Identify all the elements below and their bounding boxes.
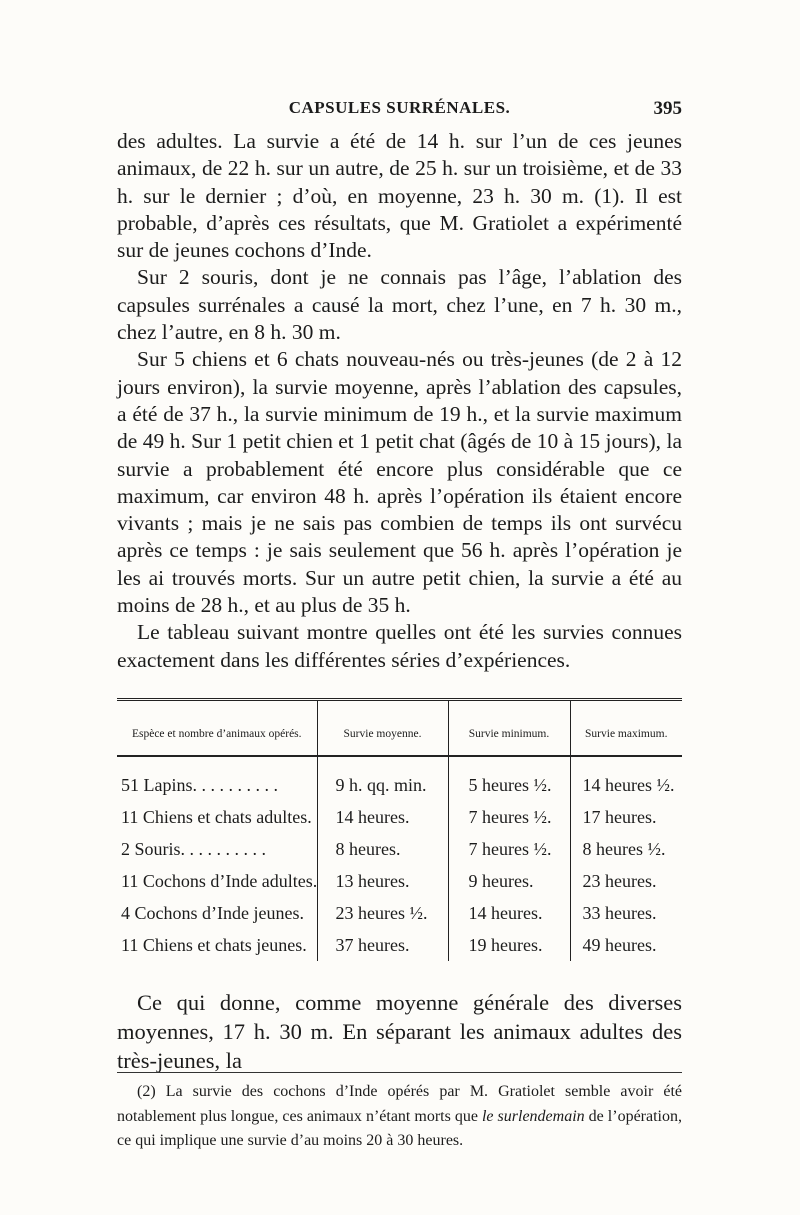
cell-min: 9 heures. xyxy=(448,865,570,897)
cell-mean: 14 heures. xyxy=(317,801,448,833)
table-row xyxy=(117,833,682,865)
cell-min: 7 heures ½. xyxy=(448,801,570,833)
paragraph: Sur 5 chiens et 6 chats nouveau-nés ou très-jeunes (de 2 à 12 jours environ), la survie moyenne, après l’ablation des capsules, a été de 37 h., la survie minimum de 19 h., et la survie maximum de 49 h. Sur 1 petit chien et 1 petit chat (âgés de 10 à 15 jours), la survie a probablement été encore plus considérable que ce maximum, car environ 48 h. après l’opération ils étaient encore vivants ; mais je ne sais pas combien de temps ils ont survécu après ce temps : je sais seulement que 56 h. après l’opération je les ai trouvés morts. Sur un autre petit chien, la survie a été au moins de 28 h., et au plus de 35 h. xyxy=(117,347,682,618)
cell-max: 33 heures. xyxy=(570,897,682,929)
page-number: 395 xyxy=(653,98,682,119)
paragraph: Le tableau suivant montre quelles ont été les survies connues exactement dans les différentes séries d’expériences. xyxy=(117,620,682,672)
survival-table xyxy=(117,698,682,961)
data-table xyxy=(117,701,682,961)
cell-mean: 23 heures ½. xyxy=(317,897,448,929)
footnote-text-start: (2) La survie des cochons d’Inde opérés par M. Gratiolet semble avoir été notablement plus longue, ces animaux n’étant morts que xyxy=(117,1083,682,1125)
table-row xyxy=(117,865,682,897)
cell-max: 8 heures ½. xyxy=(570,833,682,865)
table-row xyxy=(117,897,682,929)
paragraph: des adultes. La survie a été de 14 h. sur l’un de ces jeunes animaux, de 22 h. sur un autre, de 25 h. sur un troisième, et de 33 h. sur le dernier ; d’où, en moyenne, 23 h. 30 m. (1). Il est probable, d’après ces résultats, que M. Gratiolet a expérimenté sur de jeunes cochons d’Inde. xyxy=(117,129,682,263)
cell-species: 2 Souris. . . . . . . . . . xyxy=(121,838,267,859)
cell-mean: 9 h. qq. min. xyxy=(317,756,448,801)
cell-species: 11 Chiens et chats adultes. xyxy=(121,806,312,827)
cell-species: 4 Cochons d’Inde jeunes. xyxy=(121,902,304,923)
running-title: CAPSULES SURRÉNALES. xyxy=(288,98,511,117)
cell-mean: 8 heures. xyxy=(317,833,448,865)
closing-text xyxy=(117,988,682,1075)
footnote-italic: le surlendemain xyxy=(481,1107,585,1125)
cell-species: 51 Lapins. . . . . . . . . . xyxy=(121,774,278,795)
cell-mean: 13 heures. xyxy=(317,865,448,897)
paragraph: Ce qui donne, comme moyenne générale des diverses moyennes, 17 h. 30 m. En séparant les animaux adultes des très-jeunes, la xyxy=(117,990,682,1073)
cell-max: 17 heures. xyxy=(570,801,682,833)
cell-max: 23 heures. xyxy=(570,865,682,897)
cell-min: 14 heures. xyxy=(448,897,570,929)
cell-max: 49 heures. xyxy=(570,929,682,961)
footnote-text xyxy=(117,1080,682,1154)
column-header-min: Survie minimum. xyxy=(448,701,570,756)
footnote-text-end: de l’opération, ce qui implique une survie d’au moins 20 à 30 heures. xyxy=(117,1107,682,1149)
column-header-max: Survie maximum. xyxy=(570,701,682,756)
cell-min: 5 heures ½. xyxy=(448,756,570,801)
body-text xyxy=(117,128,682,674)
page-header xyxy=(117,98,682,122)
column-header-mean: Survie moyenne. xyxy=(317,701,448,756)
column-header-species: Espèce et nombre d’animaux opérés. xyxy=(117,701,317,756)
footnote xyxy=(117,1080,682,1154)
cell-species: 11 Cochons d’Inde adultes. xyxy=(121,870,318,891)
table-row xyxy=(117,801,682,833)
table-row xyxy=(117,756,682,801)
cell-species: 11 Chiens et chats jeunes. xyxy=(121,934,307,955)
cell-min: 19 heures. xyxy=(448,929,570,961)
footnote-rule xyxy=(117,1072,682,1073)
cell-mean: 37 heures. xyxy=(317,929,448,961)
table-row xyxy=(117,929,682,961)
table-header-row xyxy=(117,701,682,756)
cell-max: 14 heures ½. xyxy=(570,756,682,801)
paragraph: Sur 2 souris, dont je ne connais pas l’âge, l’ablation des capsules surrénales a causé la mort, chez l’une, en 7 h. 30 m., chez l’autre, en 8 h. 30 m. xyxy=(117,265,682,345)
cell-min: 7 heures ½. xyxy=(448,833,570,865)
